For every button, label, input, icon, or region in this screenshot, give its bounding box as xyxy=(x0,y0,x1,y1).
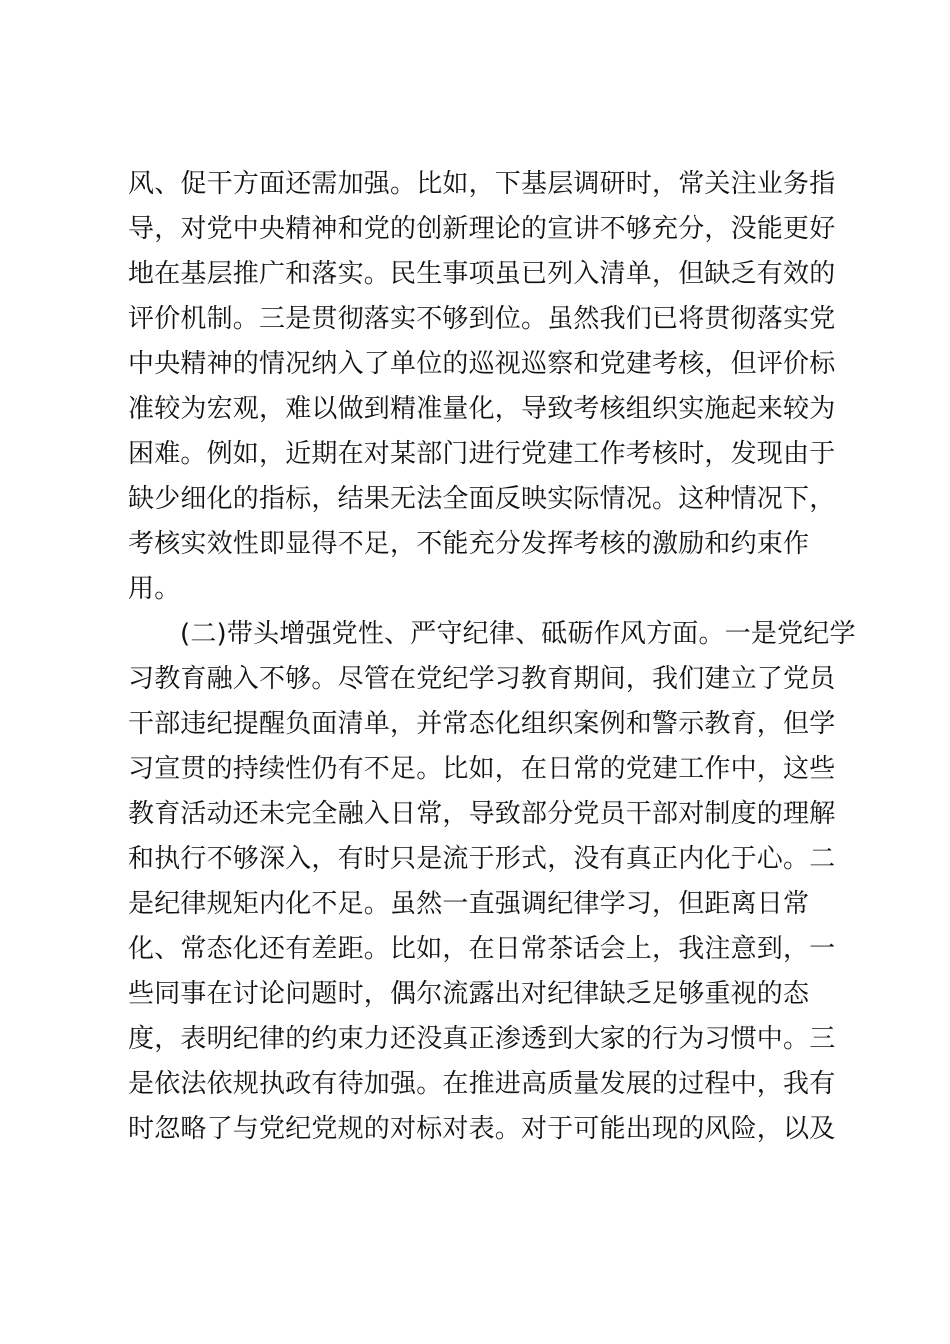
text-line: 化、常态化还有差距。比如，在日常茶话会上，我注意到，一 xyxy=(128,934,836,964)
text-line: 些同事在讨论问题时，偶尔流露出对纪律缺乏足够重视的态 xyxy=(128,979,810,1009)
text-line: 和执行不够深入，有时只是流于形式，没有真正内化于心。二 xyxy=(128,844,836,874)
text-line: 评价机制。三是贯彻落实不够到位。虽然我们已将贯彻落实党 xyxy=(128,304,836,334)
text-line: 考核实效性即显得不足，不能充分发挥考核的激励和约束作 xyxy=(128,529,810,559)
text-line: 缺少细化的指标，结果无法全面反映实际情况。这种情况下， xyxy=(128,484,836,514)
text-line: 是纪律规矩内化不足。虽然一直强调纪律学习，但距离日常 xyxy=(128,889,810,919)
text-line: 干部违纪提醒负面清单，并常态化组织案例和警示教育，但学 xyxy=(128,709,836,739)
section-heading-line: (二)带头增强党性、严守纪律、砥砺作风方面。一是党纪学 xyxy=(180,619,856,649)
text-line: 地在基层推广和落实。民生事项虽已列入清单，但缺乏有效的 xyxy=(128,259,836,289)
text-line: 中央精神的情况纳入了单位的巡视巡察和党建考核，但评价标 xyxy=(128,349,836,379)
text-line: 风、促干方面还需加强。比如，下基层调研时，常关注业务指 xyxy=(128,169,836,199)
text-line: 导，对党中央精神和党的创新理论的宣讲不够充分，没能更好 xyxy=(128,214,836,244)
text-line: 习教育融入不够。尽管在党纪学习教育期间，我们建立了党员 xyxy=(128,664,836,694)
text-line: 度，表明纪律的约束力还没真正渗透到大家的行为习惯中。三 xyxy=(128,1024,836,1054)
text-line: 困难。例如，近期在对某部门进行党建工作考核时，发现由于 xyxy=(128,439,836,469)
text-line: 是依法依规执政有待加强。在推进高质量发展的过程中，我有 xyxy=(128,1069,836,1099)
text-line: 习宣贯的持续性仍有不足。比如，在日常的党建工作中，这些 xyxy=(128,754,836,784)
text-line: 教育活动还未完全融入日常，导致部分党员干部对制度的理解 xyxy=(128,799,836,829)
document-body xyxy=(128,162,856,1152)
text-line: 准较为宏观，难以做到精准量化，导致考核组织实施起来较为 xyxy=(128,394,836,424)
text-line: 用。 xyxy=(128,574,181,604)
text-line: 时忽略了与党纪党规的对标对表。对于可能出现的风险，以及 xyxy=(128,1114,836,1144)
